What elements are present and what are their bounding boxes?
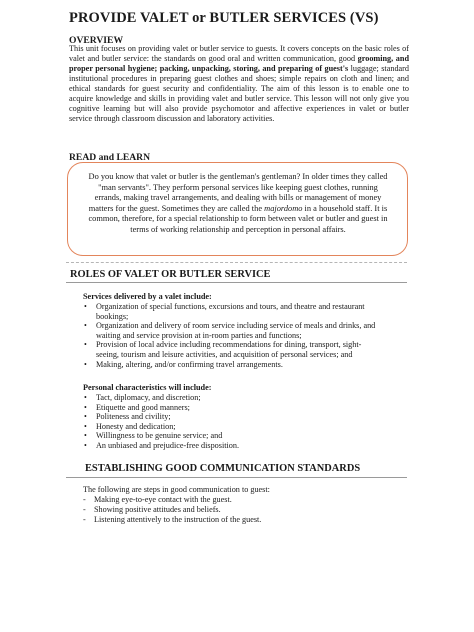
page-title: PROVIDE VALET or BUTLER SERVICES (VS) <box>69 10 379 26</box>
services-heading: Services delivered by a valet include: <box>83 292 212 301</box>
list-item-text: Showing positive attitudes and beliefs. <box>94 505 221 514</box>
list-item-text: Honesty and dedication; <box>96 421 176 431</box>
callout-text-2: in a household staff. It is common, therefore, for a special relationship to form between valet or butler and guest in terms of working relationship and perception in personal affairs. <box>88 203 388 234</box>
personal-characteristics-list <box>82 393 382 451</box>
list-item <box>82 403 382 413</box>
list-item-text: Etiquette and good manners; <box>96 402 190 412</box>
overview-text-bold: grooming, and proper personal hygiene; packing, unpacking, storing, and preparing of guest's <box>69 54 409 73</box>
read-and-learn-heading: READ and LEARN <box>69 152 151 163</box>
list-item-text: An unbiased and prejudice-free disposition. <box>96 440 240 450</box>
list-item-text: Organization and delivery of room service including service of meals and drinks, and waiting and service provision at in-room parties and functions; <box>96 321 376 340</box>
bullet-icon: • <box>84 412 87 422</box>
list-item <box>82 431 382 441</box>
overview-heading: OVERVIEW <box>69 35 124 46</box>
bullet-icon: • <box>84 421 87 431</box>
bullet-icon: • <box>84 321 87 331</box>
dash-icon: - <box>83 505 86 514</box>
list-item <box>82 441 382 451</box>
communication-heading-rule <box>66 477 407 478</box>
bullet-icon: • <box>84 359 87 369</box>
roles-heading-rule <box>66 282 407 283</box>
personal-characteristics-heading: Personal characteristics will include: <box>83 383 212 392</box>
bullet-icon: • <box>84 340 87 350</box>
callout-text <box>84 172 392 236</box>
callout-text-italic: majordomo <box>264 203 303 213</box>
list-item-text: Willingness to be genuine service; and <box>96 431 223 441</box>
bullet-icon: • <box>84 393 87 402</box>
roles-heading: ROLES OF VALET OR BUTLER SERVICE <box>70 269 271 280</box>
list-item <box>82 360 382 370</box>
list-item-text: Provision of local advice including recommendations for dining, transport, sight-seeing, tourism and leisure activities, and acquisition of personal services; and <box>96 340 362 359</box>
list-item <box>83 495 261 505</box>
dash-icon: - <box>83 515 86 524</box>
list-item-text: Making, altering, and/or confirming travel arrangements. <box>96 359 283 369</box>
overview-text-1: This unit focuses on providing valet or butler service to guests. It covers concepts on the basic roles of valet and butler service: the standards on good oral and written communication, good <box>69 44 409 63</box>
list-item <box>82 412 382 422</box>
overview-paragraph <box>69 44 409 124</box>
bullet-icon: • <box>84 440 87 450</box>
list-item-text: Tact, diplomacy, and discretion; <box>96 393 201 402</box>
communication-heading: ESTABLISHING GOOD COMMUNICATION STANDARDS <box>85 463 361 474</box>
list-item-text: Organization of special functions, excursions and tours, and theatre and restaurant bookings; <box>96 302 365 321</box>
list-item <box>82 302 382 321</box>
list-item-text: Politeness and civility; <box>96 412 171 422</box>
list-item <box>82 340 382 359</box>
bullet-icon: • <box>84 431 87 441</box>
bullet-icon: • <box>84 302 87 311</box>
overview-text-2: luggage; standard institutional procedures in preparing guest clothes and shoes; simple repairs on cloth and linen; and ethical standards for guest security and confidentiality. The aim of this lesson is to enable one to acquire knowledge and skills in providing valet and butler service. This lesson will not only give you cognitive learning but will also provide psychomotor and affective experiences in valet or butler service through classroom discussion and laboratory activities. <box>69 64 409 123</box>
list-item <box>82 393 382 403</box>
callout-text-1: Do you know that valet or butler is the gentleman's gentleman? In older times they called "man servants". They perform personal services like keeping guest clothes, running errands, making travel arrangements, and dealing with bills or management of money matters for the guest. Sometimes they are called the <box>88 172 388 213</box>
dash-icon: - <box>83 495 86 504</box>
list-item-text: Making eye-to-eye contact with the guest. <box>94 495 232 504</box>
list-item <box>82 321 382 340</box>
communication-intro: The following are steps in good communication to guest: <box>83 485 270 494</box>
list-item <box>82 422 382 432</box>
services-list <box>82 302 382 369</box>
section-divider <box>66 262 407 263</box>
bullet-icon: • <box>84 402 87 412</box>
list-item <box>83 515 261 525</box>
communication-steps-list <box>83 495 261 525</box>
list-item <box>83 505 261 515</box>
list-item-text: Listening attentively to the instruction of the guest. <box>94 515 262 524</box>
